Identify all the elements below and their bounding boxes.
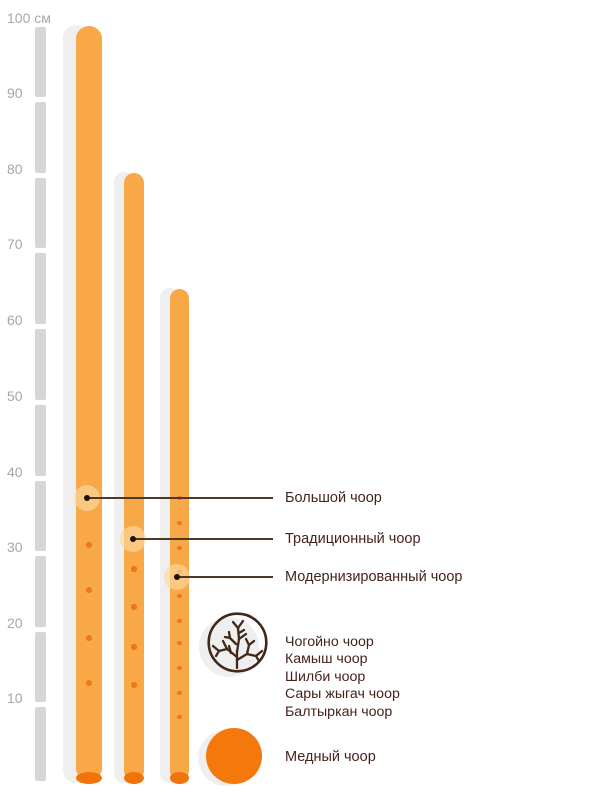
ruler-tick-label: 60 [7, 312, 23, 328]
ruler-segment [35, 481, 46, 551]
finger-hole [131, 644, 136, 649]
leader-line [87, 497, 273, 499]
ruler-tick-label: 20 [7, 615, 23, 631]
ruler-segment [35, 707, 46, 781]
ruler-segment [35, 632, 46, 702]
finger-hole [177, 641, 182, 646]
ruler-tick-label: 40 [7, 464, 23, 480]
copper-choor-label: Медный чоор [285, 749, 376, 765]
wooden-choor-item: Балтыркан чоор [285, 703, 393, 720]
leader-line [133, 538, 274, 540]
marker-dot [84, 495, 90, 501]
finger-hole [177, 691, 182, 696]
ruler-tick-label: 30 [7, 539, 23, 555]
ruler-segment [35, 27, 46, 97]
ruler-segment [35, 102, 46, 173]
tube-end-opening [170, 772, 189, 784]
ruler-tick-label: 50 [7, 388, 23, 404]
finger-hole [86, 680, 92, 686]
wooden-choor-item: Сары жыгач чоор [285, 686, 400, 703]
finger-hole [177, 521, 182, 526]
ruler-segment [35, 556, 46, 627]
finger-hole [131, 566, 136, 571]
ruler-segment [35, 405, 46, 476]
finger-hole [86, 587, 92, 593]
finger-hole [131, 682, 136, 687]
tube-Большой чоор [76, 26, 102, 778]
callout-label: Большой чоор [285, 490, 382, 506]
ruler-segment [35, 253, 46, 324]
finger-hole [177, 715, 182, 720]
tube-end-opening [124, 772, 144, 784]
finger-hole [86, 635, 92, 641]
wooden-choor-item: Чогойно чоор [285, 634, 374, 650]
ruler-tick-label: 90 [7, 85, 23, 101]
ruler-tick-label: 10 [7, 690, 23, 706]
ruler-tick-label: 70 [7, 236, 23, 252]
finger-hole [177, 594, 182, 599]
copper-circle-icon [206, 728, 262, 784]
wooden-choor-item: Камыш чоор [285, 651, 368, 668]
finger-hole [177, 666, 182, 671]
ruler-tick-label: 80 [7, 161, 23, 177]
leader-line [177, 576, 273, 578]
ruler-segment [35, 329, 46, 400]
finger-hole [86, 542, 92, 548]
callout-label: Традиционный чоор [285, 531, 421, 547]
marker-dot [130, 536, 136, 542]
ruler-tick-label: 100 см [7, 10, 51, 26]
tree-branch-icon [206, 611, 269, 674]
tube-end-opening [76, 772, 102, 784]
ruler-segment [35, 178, 46, 248]
callout-label: Модернизированный чоор [285, 569, 463, 585]
wooden-choor-item: Шилби чоор [285, 668, 366, 685]
tube-Модернизированный чоор [170, 289, 189, 778]
finger-hole [131, 604, 136, 609]
finger-hole [177, 619, 182, 624]
finger-hole [177, 546, 182, 551]
marker-dot [174, 574, 180, 580]
wooden-choor-list [285, 634, 400, 721]
